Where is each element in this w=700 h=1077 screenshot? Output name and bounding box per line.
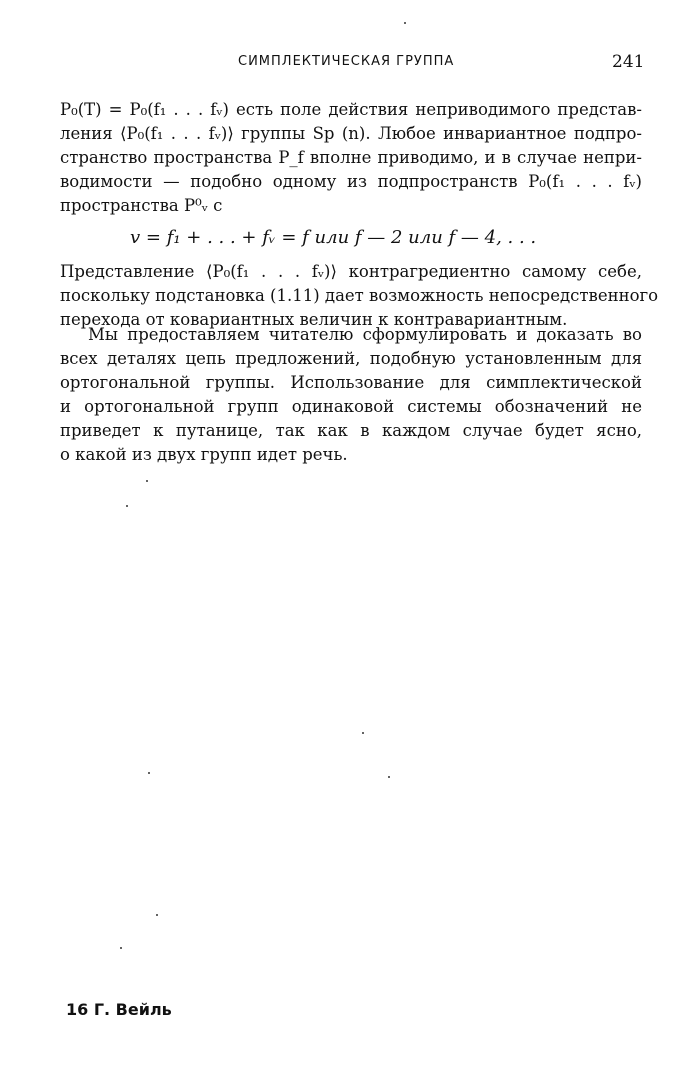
scan-speck <box>388 776 390 778</box>
scan-speck <box>156 914 158 916</box>
paragraph-1-line-1: P₀(T) = P₀(f₁ . . . fᵥ) есть поле действия неприводимого представ- <box>60 100 642 119</box>
paragraph-3-line-3: ортогональной группы. Использование для симплектической <box>60 373 642 392</box>
paragraph-3-line-1: Мы предоставляем читателю сформулировать и доказать во <box>88 325 642 344</box>
paragraph-1-line-4: водимости — подобно одному из подпространств P₀(f₁ . . . fᵥ) <box>60 172 642 191</box>
paragraph-3 <box>60 323 642 467</box>
page-number: 241 <box>612 52 645 72</box>
display-formula: v = f₁ + . . . + fᵥ = f или f — 2 или f — 4, . . . <box>130 227 537 248</box>
scan-speck <box>404 22 406 24</box>
footer-signature: 16 Г. Вейль <box>66 1000 172 1019</box>
paragraph-3-line-4: и ортогональной групп одинаковой системы обозначений не <box>60 397 642 416</box>
paragraph-1 <box>60 98 642 218</box>
paragraph-2-line-2: поскольку подстановка (1.11) дает возможность непосредственного <box>60 286 659 305</box>
paragraph-2 <box>60 260 659 332</box>
scan-speck <box>362 732 364 734</box>
paragraph-3-line-6: о какой из двух групп идет речь. <box>60 445 348 464</box>
paragraph-1-line-5: пространства P⁰ᵥ с <box>60 196 223 215</box>
paragraph-2-line-1: Представление ⟨P₀(f₁ . . . fᵥ)⟩ контрагредиентно самому себе, <box>60 262 642 281</box>
paragraph-1-line-2: ления ⟨P₀(f₁ . . . fᵥ)⟩ группы Sp (n). Любое инвариантное подпро- <box>60 124 642 143</box>
running-title: СИМПЛЕКТИЧЕСКАЯ ГРУППА <box>238 54 455 69</box>
paragraph-2-line-3: перехода от ковариантных величин к контравариантным. <box>60 310 568 329</box>
scan-speck <box>148 772 150 774</box>
paragraph-3-line-5: приведет к путанице, так как в каждом случае будет ясно, <box>60 421 642 440</box>
paragraph-1-line-3: странство пространства P_f вполне приводимо, и в случае непри- <box>60 148 642 167</box>
paragraph-3-line-2: всех деталях цепь предложений, подобную установленным для <box>60 349 642 368</box>
scan-speck <box>146 480 148 482</box>
scan-speck <box>120 947 122 949</box>
scan-speck <box>126 505 128 507</box>
